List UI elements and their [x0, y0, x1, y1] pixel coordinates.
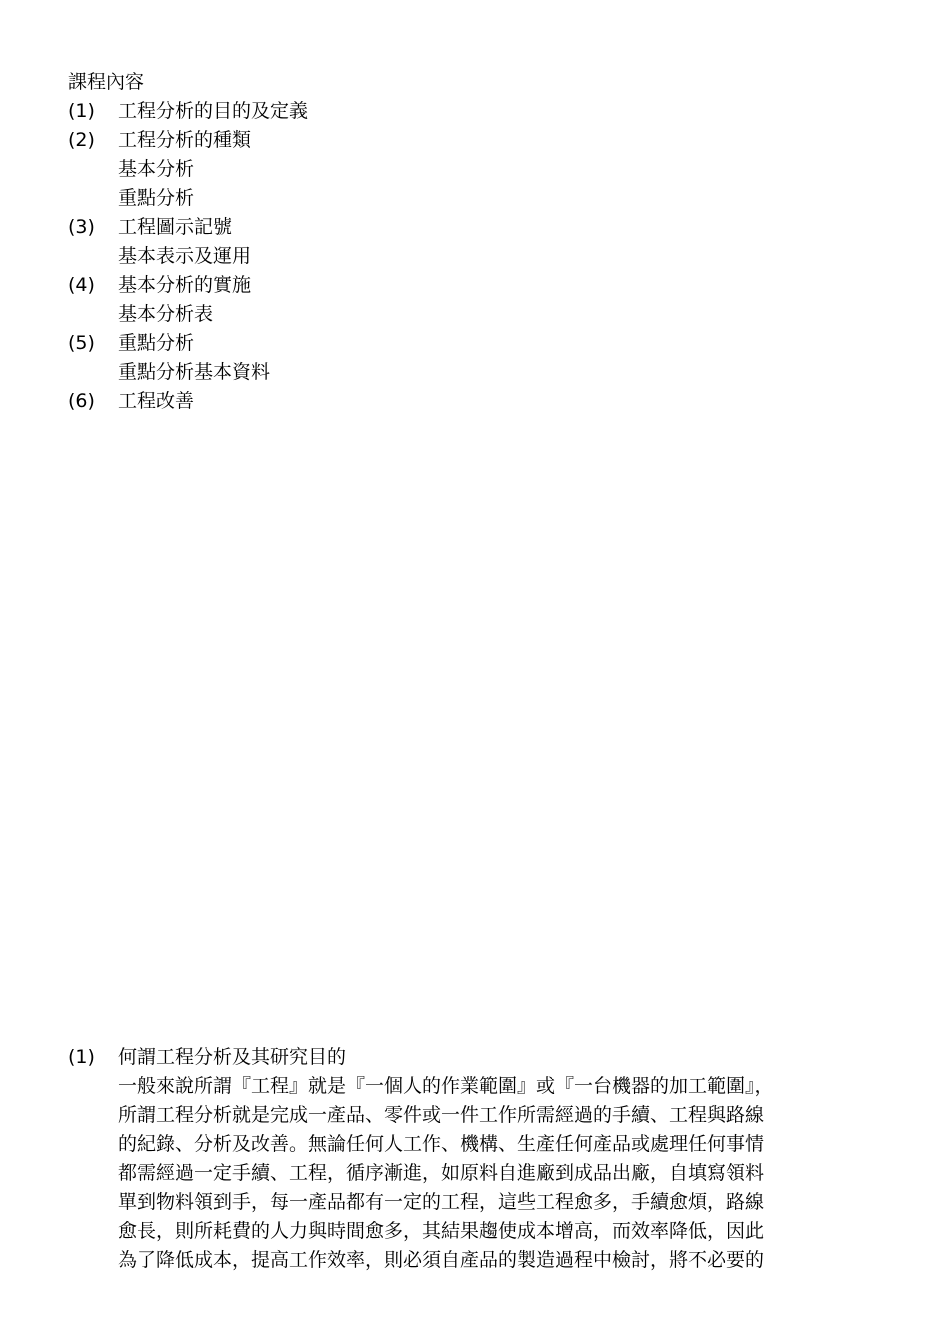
outline-subitem-text: 重點分析: [118, 187, 195, 209]
outline-item-text: 重點分析: [118, 332, 195, 354]
outline-item: [68, 213, 888, 242]
outline-item: [68, 387, 888, 416]
outline-item-text: 工程改善: [118, 390, 195, 412]
outline-subitem-text: 基本表示及運用: [118, 245, 252, 267]
outline-item-number: (3): [68, 216, 95, 238]
outline-title-line: [68, 68, 888, 97]
course-outline: [68, 68, 888, 416]
paragraph-line: 的紀錄、分析及改善。無論任何人工作、機構、生產任何產品或處理任何事情: [118, 1133, 765, 1155]
outline-item-text: 工程圖示記號: [118, 216, 233, 238]
paragraph-line: 愈長，則所耗費的人力與時間愈多，其結果趨使成本增高，而效率降低，因此: [118, 1220, 765, 1242]
outline-subitem: [68, 184, 888, 213]
section-paragraph: [118, 1072, 888, 1275]
section-number: (1): [68, 1046, 95, 1068]
outline-item-number: (2): [68, 129, 95, 151]
outline-subitem: [68, 300, 888, 329]
outline-item: [68, 126, 888, 155]
section-heading-line: [68, 1043, 888, 1072]
outline-item-number: (1): [68, 100, 95, 122]
outline-subitem-text: 重點分析基本資料: [118, 361, 271, 383]
outline-item: [68, 97, 888, 126]
outline-item-number: (6): [68, 390, 95, 412]
section-process-analysis: [68, 1043, 888, 1271]
outline-item: [68, 271, 888, 300]
outline-item: [68, 329, 888, 358]
paragraph-line: 為了降低成本，提高工作效率，則必須自產品的製造過程中檢討，將不必要的: [118, 1249, 765, 1271]
paragraph-line: 單到物料領到手，每一產品都有一定的工程，這些工程愈多，手續愈煩，路線: [118, 1191, 765, 1213]
outline-item-text: 工程分析的目的及定義: [118, 100, 309, 122]
paragraph-line: 一般來說所謂『工程』就是『一個人的作業範圍』或『一台機器的加工範圍』，: [118, 1075, 774, 1097]
outline-subitem: [68, 242, 888, 271]
paragraph-line: 所謂工程分析就是完成一產品、零件或一件工作所需經過的手續、工程與路線: [118, 1104, 765, 1126]
outline-subitem-text: 基本分析表: [118, 303, 214, 325]
outline-item-text: 基本分析的實施: [118, 274, 252, 296]
outline-item-text: 工程分析的種類: [118, 129, 252, 151]
outline-subitem: [68, 155, 888, 184]
outline-subitem-text: 基本分析: [118, 158, 195, 180]
outline-item-number: (4): [68, 274, 95, 296]
outline-subitem: [68, 358, 888, 387]
outline-item-number: (5): [68, 332, 95, 354]
section-heading: 何謂工程分析及其研究目的: [118, 1046, 347, 1068]
outline-title: 課程內容: [68, 71, 145, 93]
paragraph-line: 都需經過一定手續、工程，循序漸進，如原料自進廠到成品出廠，自填寫領料: [118, 1162, 765, 1184]
